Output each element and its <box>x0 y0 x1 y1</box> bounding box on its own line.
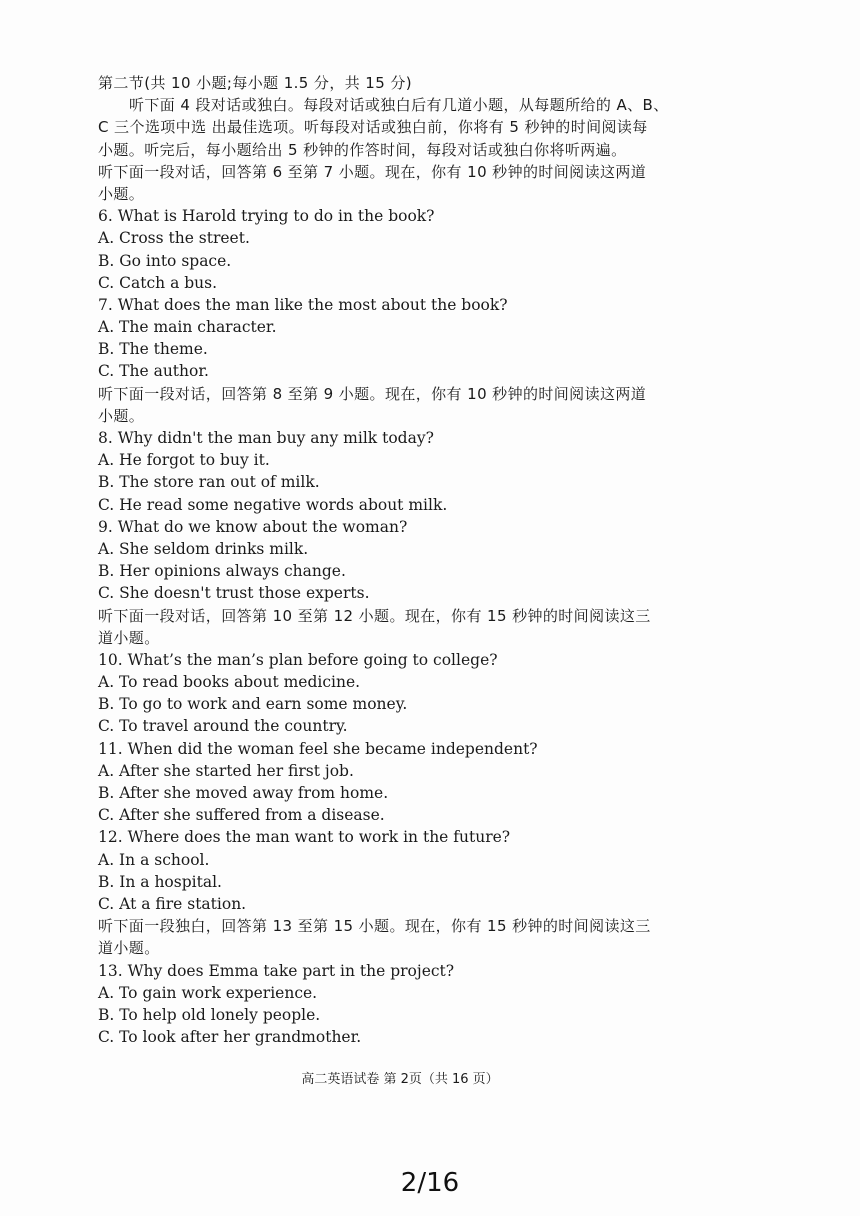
answer-option: C. She doesn't trust those experts. <box>98 584 370 603</box>
answer-option: A. The main character. <box>98 318 277 337</box>
answer-option: A. To gain work experience. <box>98 983 318 1002</box>
question-stem: 9. What do we know about the woman? <box>98 517 408 536</box>
group-intro: 听下面一段对话，回答第 10 至第 12 小题。现在，你有 15 秒钟的时间阅读这三 <box>98 606 651 625</box>
question-stem: 10. What’s the man’s plan before going to college? <box>98 650 498 669</box>
question-stem: 13. Why does Emma take part in the project? <box>98 961 455 980</box>
answer-option: B. Her opinions always change. <box>98 562 346 581</box>
group-intro: 小题。 <box>98 184 145 203</box>
instruction-line: C 三个选项中选 出最佳选项。听每段对话或独白前，你将有 5 秒钟的时间阅读每 <box>98 118 648 137</box>
answer-option: C. Catch a bus. <box>98 273 218 292</box>
page-footer: 高二英语试卷 第 2页（共 16 页） <box>301 1072 499 1087</box>
answer-option: A. He forgot to buy it. <box>98 451 270 470</box>
answer-option: C. To travel around the country. <box>98 717 348 736</box>
answer-option: B. The store ran out of milk. <box>98 473 320 492</box>
instruction-line: 听下面 4 段对话或独白。每段对话或独白后有几道小题，从每题所给的 A、B、 <box>129 96 669 115</box>
page-indicator: 2/16 <box>400 1168 460 1198</box>
question-stem: 11. When did the woman feel she became independent? <box>98 739 538 758</box>
group-intro: 听下面一段对话，回答第 6 至第 7 小题。现在，你有 10 秒钟的时间阅读这两道 <box>98 162 647 181</box>
answer-option: B. The theme. <box>98 340 208 359</box>
question-stem: 6. What is Harold trying to do in the book? <box>98 207 435 226</box>
section-header: 第二节(共 10 小题;每小题 1.5 分，共 15 分) <box>98 74 412 92</box>
question-stem: 7. What does the man like the most about the book? <box>98 295 508 314</box>
answer-option: B. To help old lonely people. <box>98 1005 321 1024</box>
instruction-line: 小题。听完后，每小题给出 5 秒钟的作答时间，每段对话或独白你将听两遍。 <box>98 140 627 159</box>
answer-option: B. To go to work and earn some money. <box>98 695 408 714</box>
exam-content <box>98 72 738 1048</box>
answer-option: A. After she started her first job. <box>98 761 354 780</box>
answer-option: C. To look after her grandmother. <box>98 1028 362 1047</box>
answer-option: A. Cross the street. <box>98 229 250 248</box>
answer-option: B. Go into space. <box>98 251 232 270</box>
answer-option: A. To read books about medicine. <box>98 673 361 692</box>
answer-option: A. In a school. <box>98 850 210 869</box>
question-stem: 8. Why didn't the man buy any milk today? <box>98 429 434 447</box>
answer-option: C. The author. <box>98 362 209 381</box>
group-intro: 听下面一段对话，回答第 8 至第 9 小题。现在，你有 10 秒钟的时间阅读这两道 <box>98 384 647 403</box>
answer-option: A. She seldom drinks milk. <box>98 539 309 558</box>
group-intro: 道小题。 <box>98 628 160 647</box>
answer-option: C. At a fire station. <box>98 894 247 913</box>
group-intro: 小题。 <box>98 406 145 425</box>
answer-option: B. After she moved away from home. <box>98 784 389 802</box>
answer-option: C. He read some negative words about milk. <box>98 495 448 514</box>
answer-option: C. After she suffered from a disease. <box>98 806 385 825</box>
question-stem: 12. Where does the man want to work in the future? <box>98 828 511 847</box>
answer-option: B. In a hospital. <box>98 872 222 891</box>
group-intro: 听下面一段独白，回答第 13 至第 15 小题。现在，你有 15 秒钟的时间阅读这三 <box>98 917 651 936</box>
group-intro: 道小题。 <box>98 939 160 958</box>
